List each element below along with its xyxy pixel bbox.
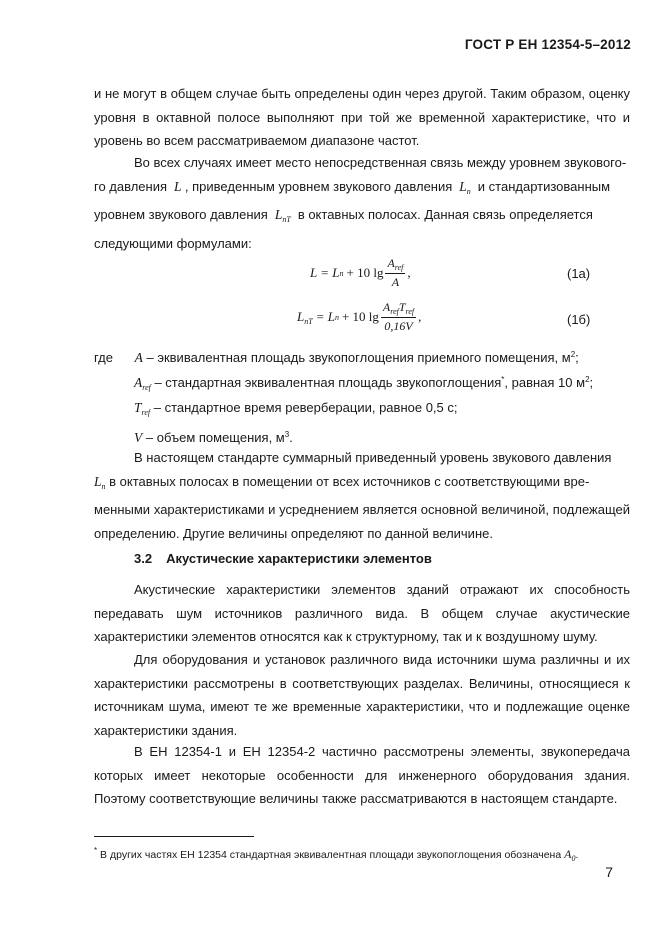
- formula-sub: n: [339, 268, 344, 278]
- formula-eq: = L: [320, 265, 340, 280]
- frac-denominator: 0,16V: [384, 319, 413, 333]
- footnote-divider: [94, 836, 254, 837]
- paragraph-standard: В настоящем стандарте суммарный приведенный уровень звукового давления $L_n$ в октавных полосах в помещении от всех источников с соответствующими вре- менными характеристиками и усреднением является основной величиной, подлежащей определению. Другие величины определяют по данной величине.: [94, 450, 630, 541]
- symbol-Aref: $A_{ref}$: [134, 375, 151, 392]
- frac-denominator: A: [391, 275, 400, 289]
- symbol-L: L: [170, 178, 185, 194]
- paragraph-acoustic: Акустические характеристики элементов зданий отражают их способность передавать шум источников различного вида. В общем случае акустические характеристики элементов относятся как к структурному, так и к воздушному шуму.: [94, 582, 630, 644]
- symbol-Ln: $L_n$: [94, 473, 106, 491]
- formula-fraction: [385, 256, 405, 290]
- text-fragment: уровнем звукового давления: [94, 207, 268, 222]
- paragraph-equipment: Для оборудования и установок различного вида источники шума различны и их характеристики рассмотрены в соответствующих разделах. Величины, относящиеся к источникам шума, имеют те же временные характеристики, что и подлежащие оценке характеристики здания.: [94, 652, 630, 738]
- paragraph-relation-line3: [94, 203, 630, 232]
- formula-lhs: L: [310, 265, 318, 280]
- symbol-LnT: $L_{nT}$: [271, 207, 291, 224]
- definition-A: где A – эквивалентная площадь звукопоглощения приемного помещения, $м^2$;: [94, 350, 579, 365]
- frac-numerator: A: [387, 256, 395, 270]
- formula-1a-number: (1а): [567, 266, 591, 281]
- text-fragment: в октавных полосах. Данная связь определяется: [297, 207, 593, 222]
- symbol-Ln: $L_n$: [455, 178, 471, 196]
- paragraph-relation-line2: [94, 175, 630, 204]
- formula-1a: [310, 256, 411, 290]
- section-title: Акустические характеристики элементов: [166, 551, 432, 566]
- frac-numerator-sub: ref: [394, 263, 404, 272]
- formula-tail: ,: [418, 309, 422, 324]
- paragraph-standard-line2: $L_n$ в октавных полосах в помещении от всех источников с соответствующими вре-: [94, 473, 590, 491]
- symbol-Tref: $T_{ref}$: [134, 400, 151, 417]
- text-fragment: и стандартизованным: [477, 178, 611, 194]
- formula-fraction: $\frac{A_{ref}T_{ref}}{0,16V}$: [382, 300, 415, 333]
- paragraph-relation-line4: следующими формулами:: [94, 235, 252, 251]
- formula-lhs: $L_{nT}$: [297, 308, 313, 326]
- symbol-V: V: [134, 430, 143, 445]
- document-header: ГОСТ Р ЕН 12354-5–2012: [464, 37, 631, 52]
- formula-eq: = L: [315, 309, 335, 324]
- paragraph-relation-line1: Во всех случаях имеет место непосредственная связь между уровнем звукового-: [134, 155, 627, 170]
- page-number: 7: [605, 864, 613, 880]
- section-number: 3.2: [134, 551, 153, 566]
- paragraph-relation: [94, 151, 630, 255]
- formula-1b-number: (1б): [567, 312, 591, 327]
- definition-V: V – объем помещения, $м^3$.: [134, 430, 293, 445]
- definition-Aref: $A_{ref}$ – стандартная эквивалентная площадь звукопоглощения*, равная 10 $м^2$;: [134, 375, 594, 392]
- formula-tail: ,: [407, 265, 411, 280]
- symbol-A0: $A_0$: [564, 847, 576, 863]
- formula-log: + 10 lg: [346, 265, 384, 280]
- paragraph-en12354: В ЕН 12354-1 и ЕН 12354-2 частично рассмотрены элементы, звукопередача которых имеет некоторые особенности для инженерного оборудования здания. Поэтому соответствующие величины также рассматриваются в настоящем стандарте.: [94, 744, 630, 806]
- symbol-A: A: [134, 350, 143, 365]
- formula-log: + 10 lg: [341, 309, 379, 324]
- section-heading: [134, 551, 432, 566]
- text-fragment: , приведенным уровнем звукового давления: [184, 178, 453, 194]
- text-fragment: го давления: [94, 178, 168, 194]
- definition-Tref: $T_{ref}$ – стандартное время реверберации, равное 0,5 с;: [134, 400, 458, 417]
- formula-1b: [297, 300, 421, 334]
- formula-sub: n: [334, 312, 339, 322]
- paragraph-intro: и не могут в общем случае быть определены один через другой. Таким образом, оценку уровня в октавной полосе выполняют при той же временной характеристике, что и уровень во всем рассматриваемом диапазоне частот.: [94, 86, 630, 148]
- footnote: * В других частях ЕН 12354 стандартная эквивалентная площади звукопоглощения обозначена $A_0$.: [94, 846, 579, 863]
- where-label: где: [94, 350, 113, 365]
